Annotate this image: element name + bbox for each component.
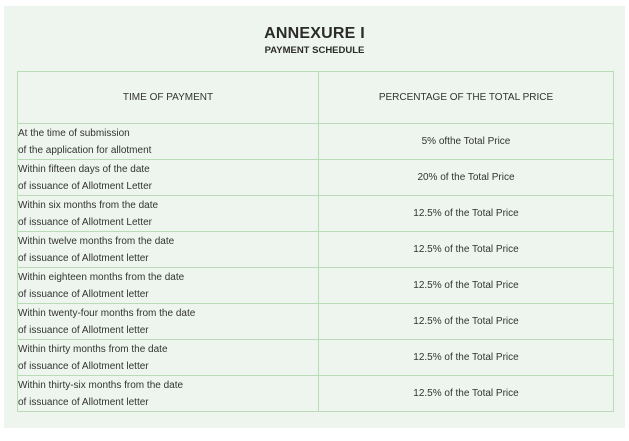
header-time-of-payment: TIME OF PAYMENT <box>18 72 319 124</box>
time-line-2: of issuance of Allotment letter <box>18 252 149 264</box>
time-of-payment-cell <box>18 340 319 376</box>
time-of-payment-cell <box>18 232 319 268</box>
time-line-1: Within six months from the date <box>18 199 159 211</box>
table-row <box>18 232 614 268</box>
time-of-payment-cell <box>18 124 319 160</box>
time-line-2: of the application for allotment <box>18 144 152 156</box>
percentage-cell: 12.5% of the Total Price <box>319 232 614 268</box>
time-line-2: of issuance of Allotment letter <box>18 360 149 372</box>
percentage-cell: 12.5% of the Total Price <box>319 268 614 304</box>
percentage-cell: 12.5% of the Total Price <box>319 376 614 412</box>
time-line-1: Within twelve months from the date <box>18 235 175 247</box>
percentage-cell: 12.5% of the Total Price <box>319 304 614 340</box>
payment-schedule-table <box>17 71 614 412</box>
time-of-payment-cell <box>18 268 319 304</box>
time-of-payment-cell <box>18 196 319 232</box>
time-line-2: of issuance of Allotment Letter <box>18 216 152 228</box>
table-row <box>18 376 614 412</box>
percentage-cell: 12.5% of the Total Price <box>319 196 614 232</box>
table-row <box>18 124 614 160</box>
table-header-row <box>18 72 614 124</box>
percentage-cell: 12.5% of the Total Price <box>319 340 614 376</box>
document-subtitle: PAYMENT SCHEDULE <box>264 45 365 56</box>
time-line-2: of issuance of Allotment letter <box>18 396 149 408</box>
time-line-1: At the time of submission <box>18 127 130 139</box>
time-line-2: of issuance of Allotment letter <box>18 288 149 300</box>
time-line-1: Within eighteen months from the date <box>18 271 185 283</box>
time-line-1: Within thirty-six months from the date <box>18 379 184 391</box>
time-of-payment-cell <box>18 160 319 196</box>
time-line-1: Within fifteen days of the date <box>18 163 150 175</box>
time-line-2: of issuance of Allotment letter <box>18 324 149 336</box>
time-line-2: of issuance of Allotment Letter <box>18 180 152 192</box>
time-of-payment-cell <box>18 304 319 340</box>
header-percentage: PERCENTAGE OF THE TOTAL PRICE <box>319 72 614 124</box>
table-row <box>18 160 614 196</box>
time-of-payment-cell <box>18 376 319 412</box>
table-row <box>18 268 614 304</box>
annexure-panel <box>4 6 625 428</box>
percentage-cell: 20% of the Total Price <box>319 160 614 196</box>
table-row <box>18 196 614 232</box>
time-line-1: Within twenty-four months from the date <box>18 307 196 319</box>
percentage-cell: 5% ofthe Total Price <box>319 124 614 160</box>
document-title: ANNEXURE I <box>264 25 365 42</box>
table-row <box>18 340 614 376</box>
time-line-1: Within thirty months from the date <box>18 343 168 355</box>
table-row <box>18 304 614 340</box>
